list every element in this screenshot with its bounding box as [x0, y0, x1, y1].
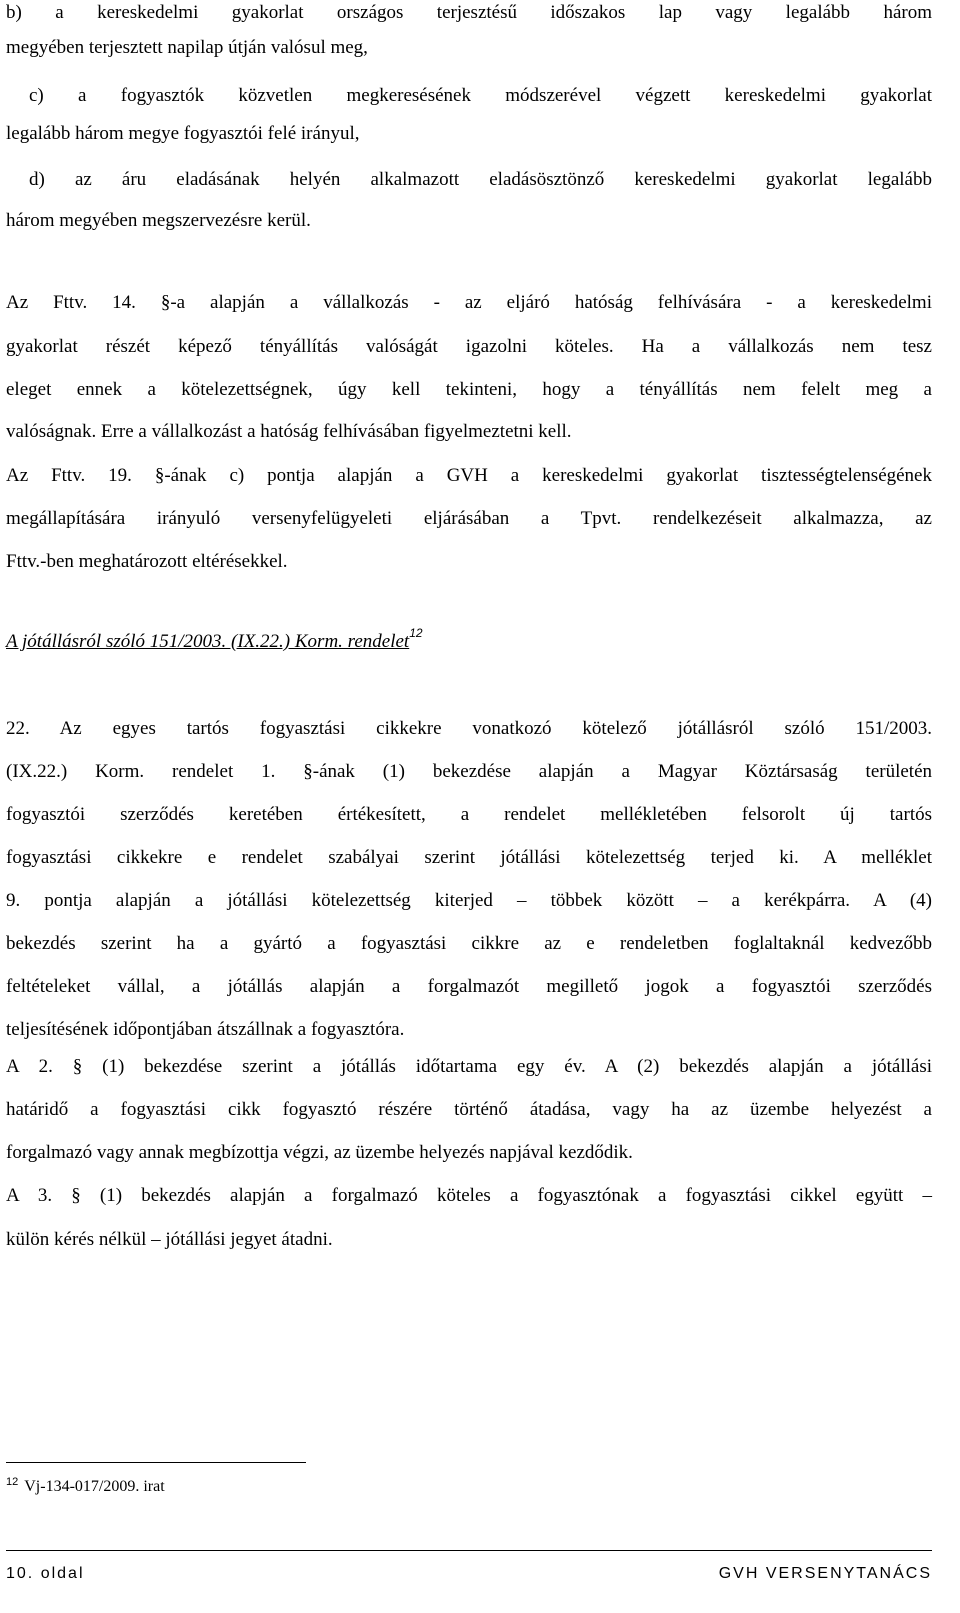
page-number: 10. oldal — [6, 1565, 85, 1582]
paragraph-line: c) a fogyasztók közvetlen megkeresésének módszerével végzett kereskedelmi gyakorlat — [29, 85, 932, 106]
footnote-reference[interactable]: 12 — [409, 626, 423, 640]
paragraph-line: 9. pontja alapján a jótállási kötelezettség kiterjed – többek között – a kerékpárra. A (4) — [6, 890, 932, 911]
paragraph-line: megyében terjesztett napilap útján valósul meg, — [6, 37, 368, 58]
section-heading-text: A jótállásról szóló 151/2003. (IX.22.) Korm. rendelet — [6, 631, 410, 652]
section-heading — [6, 626, 932, 656]
paragraph-line: A 3. § (1) bekezdés alapján a forgalmazó köteles a fogyasztónak a fogyasztási cikkel együtt – — [6, 1185, 932, 1206]
paragraph-line: fogyasztói szerződés keretében értékesített, a rendelet mellékletében felsorolt új tartós — [6, 804, 932, 825]
paragraph-line: b) a kereskedelmi gyakorlat országos terjesztésű időszakos lap vagy legalább három — [6, 2, 932, 23]
paragraph-line: valóságnak. Erre a vállalkozást a hatóság felhívásában figyelmeztetni kell. — [6, 421, 572, 442]
paragraph-line: feltételeket vállal, a jótállás alapján a forgalmazót megillető jogok a fogyasztói szerződés — [6, 976, 932, 997]
paragraph-line: eleget ennek a kötelezettségnek, úgy kell tekinteni, hogy a tényállítás nem felelt meg a — [6, 379, 932, 400]
paragraph-line: fogyasztási cikkekre e rendelet szabályai szerint jótállási kötelezettség terjed ki. A melléklet — [6, 847, 932, 868]
paragraph-line: Fttv.-ben meghatározott eltérésekkel. — [6, 551, 288, 572]
paragraph-line: három megyében megszervezésre kerül. — [6, 210, 311, 231]
paragraph-line: Az Fttv. 19. §-ának c) pontja alapján a GVH a kereskedelmi gyakorlat tisztességtelenségének — [6, 465, 932, 486]
paragraph-line: forgalmazó vagy annak megbízottja végzi, az üzembe helyezés napjával kezdődik. — [6, 1142, 633, 1163]
footnote-separator — [6, 1462, 306, 1463]
paragraph-line: Az Fttv. 14. §-a alapján a vállalkozás - az eljáró hatóság felhívására - a kereskedelmi — [6, 292, 932, 313]
paragraph-line: gyakorlat részét képező tényállítás valóságát igazolni köteles. Ha a vállalkozás nem tesz — [6, 336, 932, 357]
paragraph-line: bekezdés szerint ha a gyártó a fogyasztási cikkre az e rendeletben foglaltaknál kedvezőbb — [6, 933, 932, 954]
paragraph-line: külön kérés nélkül – jótállási jegyet átadni. — [6, 1229, 333, 1250]
paragraph-line: legalább három megye fogyasztói felé irányul, — [6, 123, 360, 144]
paragraph-line: d) az áru eladásának helyén alkalmazott eladásösztönző kereskedelmi gyakorlat legalább — [29, 169, 932, 190]
paragraph-line: (IX.22.) Korm. rendelet 1. §-ának (1) bekezdése alapján a Magyar Köztársaság területén — [6, 761, 932, 782]
paragraph-line: határidő a fogyasztási cikk fogyasztó részére történő átadása, vagy ha az üzembe helyezést a — [6, 1099, 932, 1120]
footer-rule — [6, 1550, 932, 1551]
footer-organization: GVH VERSENYTANÁCS — [718, 1565, 932, 1582]
paragraph-line: megállapítására irányuló versenyfelügyeleti eljárásában a Tpvt. rendelkezéseit alkalmazza, az — [6, 508, 932, 529]
footnote-number: 12 — [6, 1476, 19, 1488]
footnote-text: Vj-134-017/2009. irat — [24, 1478, 165, 1495]
paragraph-line: teljesítésének időpontjában átszállnak a fogyasztóra. — [6, 1019, 405, 1040]
footnote — [6, 1476, 165, 1499]
paragraph-line: 22. Az egyes tartós fogyasztási cikkekre vonatkozó kötelező jótállásról szóló 151/2003. — [6, 718, 932, 739]
paragraph-line: A 2. § (1) bekezdése szerint a jótállás időtartama egy év. A (2) bekezdés alapján a jótállási — [6, 1056, 932, 1077]
